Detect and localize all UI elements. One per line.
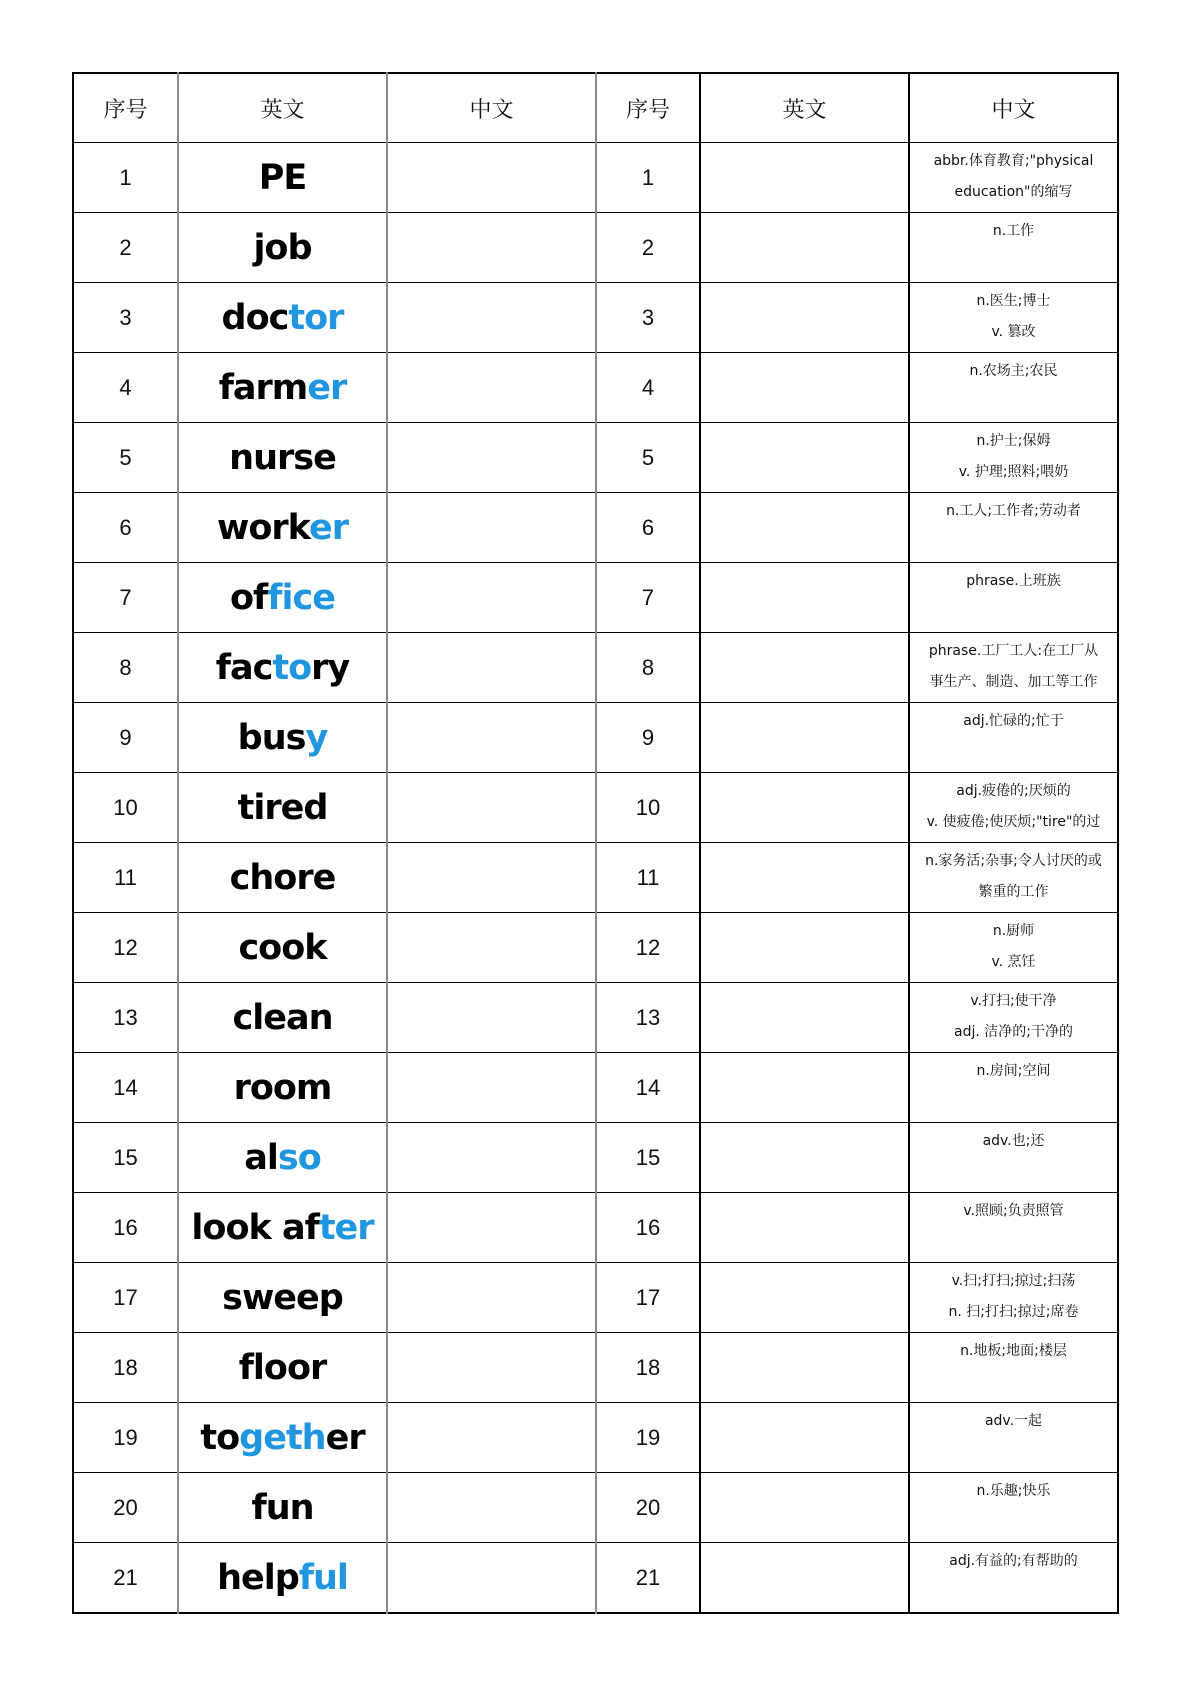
row-number-left: 17 (73, 1263, 178, 1333)
definition-line-1: n.乐趣;快乐 (976, 1483, 1051, 1499)
chinese-answer-blank[interactable] (387, 843, 596, 913)
word-highlight-segment: ful (298, 1557, 348, 1598)
english-word (178, 283, 387, 353)
english-word (178, 1403, 387, 1473)
word-highlight-segment: y (305, 717, 328, 758)
word-highlight-segment: er (308, 507, 348, 548)
word-segment: job (253, 227, 312, 268)
chinese-definition (909, 1123, 1118, 1193)
english-answer-blank[interactable] (700, 1193, 909, 1263)
table-row (73, 353, 1118, 423)
word-segment: chore (229, 857, 336, 898)
definition-line-1: v.扫;打扫;掠过;扫荡 (951, 1273, 1076, 1289)
word-segment: er (325, 1417, 365, 1458)
row-number-right: 19 (596, 1403, 700, 1473)
definition-line-1: v.打扫;使干净 (970, 993, 1057, 1009)
chinese-definition (909, 563, 1118, 633)
row-number-right: 5 (596, 423, 700, 493)
row-number-right: 16 (596, 1193, 700, 1263)
chinese-definition (909, 913, 1118, 983)
table-row (73, 1053, 1118, 1123)
word-segment: doc (221, 297, 289, 338)
definition-line-1: phrase.工厂工人:在工厂从 (928, 643, 1099, 659)
table-row (73, 1263, 1118, 1333)
definition-line-2: v. 篡改 (991, 324, 1036, 340)
word-segment: PE (258, 157, 307, 198)
row-number-right: 10 (596, 773, 700, 843)
chinese-answer-blank[interactable] (387, 423, 596, 493)
table-row (73, 843, 1118, 913)
english-answer-blank[interactable] (700, 1333, 909, 1403)
row-number-right: 13 (596, 983, 700, 1053)
row-number-left: 11 (73, 843, 178, 913)
row-number-right: 21 (596, 1543, 700, 1614)
word-segment: to (200, 1417, 240, 1458)
header-number-right: 序号 (596, 73, 700, 143)
row-number-right: 7 (596, 563, 700, 633)
chinese-definition (909, 213, 1118, 283)
chinese-definition (909, 143, 1118, 213)
row-number-left: 14 (73, 1053, 178, 1123)
word-segment: floor (238, 1347, 327, 1388)
table-row (73, 703, 1118, 773)
word-segment: work (217, 507, 309, 548)
word-segment: fun (251, 1487, 314, 1528)
definition-line-1: n.农场主;农民 (969, 363, 1058, 379)
definition-line-1: phrase.上班族 (966, 573, 1061, 589)
row-number-left: 12 (73, 913, 178, 983)
word-segment: clean (232, 997, 333, 1038)
chinese-answer-blank[interactable] (387, 913, 596, 983)
definition-line-2: adj. 洁净的;干净的 (954, 1024, 1073, 1040)
english-word (178, 843, 387, 913)
header-row (73, 73, 1118, 143)
word-segment: farm (218, 367, 308, 408)
word-segment: room (233, 1067, 332, 1108)
row-number-left: 15 (73, 1123, 178, 1193)
chinese-definition (909, 843, 1118, 913)
definition-line-1: n.地板;地面;楼层 (960, 1343, 1067, 1359)
english-word (178, 493, 387, 563)
english-word (178, 423, 387, 493)
row-number-left: 13 (73, 983, 178, 1053)
word-segment: sweep (222, 1277, 343, 1318)
chinese-definition (909, 1053, 1118, 1123)
english-answer-blank[interactable] (700, 913, 909, 983)
definition-line-2: n. 扫;打扫;掠过;席卷 (948, 1304, 1079, 1320)
header-chinese-right: 中文 (909, 73, 1118, 143)
definition-line-1: n.工作 (992, 223, 1035, 239)
word-highlight-segment: tor (288, 297, 344, 338)
english-answer-blank[interactable] (700, 143, 909, 213)
header-chinese-left: 中文 (387, 73, 596, 143)
definition-line-1: n.护士;保姆 (976, 433, 1051, 449)
english-answer-blank[interactable] (700, 983, 909, 1053)
chinese-answer-blank[interactable] (387, 213, 596, 283)
definition-line-1: abbr.体育教育;"physical (933, 153, 1094, 169)
word-segment: bus (237, 717, 306, 758)
row-number-left: 5 (73, 423, 178, 493)
definition-line-2: 事生产、制造、加工等工作 (929, 674, 1098, 690)
chinese-answer-blank[interactable] (387, 1053, 596, 1123)
english-word (178, 983, 387, 1053)
header-number-left: 序号 (73, 73, 178, 143)
row-number-right: 20 (596, 1473, 700, 1543)
word-segment: nurse (229, 437, 336, 478)
row-number-right: 8 (596, 633, 700, 703)
word-segment: look af (191, 1207, 319, 1248)
definition-line-1: v.照顾;负责照管 (963, 1203, 1064, 1219)
english-word (178, 1053, 387, 1123)
row-number-right: 11 (596, 843, 700, 913)
table-row (73, 563, 1118, 633)
english-answer-blank[interactable] (700, 773, 909, 843)
chinese-definition (909, 353, 1118, 423)
chinese-answer-blank[interactable] (387, 983, 596, 1053)
chinese-answer-blank[interactable] (387, 563, 596, 633)
chinese-answer-blank[interactable] (387, 283, 596, 353)
english-word (178, 703, 387, 773)
english-word (178, 773, 387, 843)
english-answer-blank[interactable] (700, 563, 909, 633)
chinese-definition (909, 1473, 1118, 1543)
row-number-left: 18 (73, 1333, 178, 1403)
definition-line-1: adv.一起 (984, 1413, 1043, 1429)
definition-line-1: n.工人;工作者;劳动者 (946, 503, 1081, 519)
definition-line-1: n.医生;博士 (976, 293, 1051, 309)
definition-line-1: n.家务活;杂事;令人讨厌的或 (925, 853, 1102, 869)
word-highlight-segment: so (277, 1137, 321, 1178)
table-row (73, 1193, 1118, 1263)
english-word (178, 213, 387, 283)
english-word (178, 1193, 387, 1263)
chinese-answer-blank[interactable] (387, 1403, 596, 1473)
row-number-right: 15 (596, 1123, 700, 1193)
english-answer-blank[interactable] (700, 493, 909, 563)
table-row (73, 633, 1118, 703)
chinese-definition (909, 1333, 1118, 1403)
chinese-answer-blank[interactable] (387, 493, 596, 563)
table-row (73, 1333, 1118, 1403)
table-row (73, 1403, 1118, 1473)
english-word (178, 563, 387, 633)
row-number-left: 7 (73, 563, 178, 633)
table-row (73, 143, 1118, 213)
table-row (73, 283, 1118, 353)
table-row (73, 1543, 1118, 1614)
row-number-left: 16 (73, 1193, 178, 1263)
chinese-answer-blank[interactable] (387, 353, 596, 423)
english-answer-blank[interactable] (700, 1473, 909, 1543)
english-answer-blank[interactable] (700, 843, 909, 913)
definition-line-1: adj.有益的;有帮助的 (949, 1553, 1078, 1569)
chinese-definition (909, 983, 1118, 1053)
chinese-answer-blank[interactable] (387, 633, 596, 703)
row-number-left: 9 (73, 703, 178, 773)
chinese-definition (909, 1193, 1118, 1263)
chinese-answer-blank[interactable] (387, 1333, 596, 1403)
english-answer-blank[interactable] (700, 1543, 909, 1614)
row-number-right: 4 (596, 353, 700, 423)
row-number-left: 19 (73, 1403, 178, 1473)
chinese-definition (909, 283, 1118, 353)
row-number-left: 20 (73, 1473, 178, 1543)
chinese-definition (909, 703, 1118, 773)
table-row (73, 773, 1118, 843)
chinese-definition (909, 773, 1118, 843)
row-number-right: 14 (596, 1053, 700, 1123)
english-word (178, 1543, 387, 1614)
english-answer-blank[interactable] (700, 633, 909, 703)
header-english-left: 英文 (178, 73, 387, 143)
word-segment: help (217, 1557, 299, 1598)
chinese-definition (909, 423, 1118, 493)
english-answer-blank[interactable] (700, 1123, 909, 1193)
row-number-left: 1 (73, 143, 178, 213)
english-answer-blank[interactable] (700, 213, 909, 283)
english-word (178, 913, 387, 983)
row-number-right: 9 (596, 703, 700, 773)
english-answer-blank[interactable] (700, 703, 909, 773)
definition-line-2: v. 烹饪 (991, 954, 1036, 970)
row-number-right: 12 (596, 913, 700, 983)
word-highlight-segment: er (307, 367, 347, 408)
chinese-answer-blank[interactable] (387, 1263, 596, 1333)
row-number-right: 17 (596, 1263, 700, 1333)
english-word (178, 1473, 387, 1543)
word-segment: cook (238, 927, 327, 968)
definition-line-1: n.厨师 (992, 923, 1035, 939)
row-number-left: 2 (73, 213, 178, 283)
word-segment: al (244, 1137, 278, 1178)
definition-line-2: v. 使疲倦;使厌烦;"tire"的过 (926, 814, 1101, 830)
chinese-answer-blank[interactable] (387, 703, 596, 773)
header-english-right: 英文 (700, 73, 909, 143)
english-answer-blank[interactable] (700, 1053, 909, 1123)
english-answer-blank[interactable] (700, 1403, 909, 1473)
word-segment: ry (311, 647, 350, 688)
chinese-definition (909, 1403, 1118, 1473)
chinese-definition (909, 633, 1118, 703)
table-row (73, 493, 1118, 563)
english-word (178, 353, 387, 423)
definition-line-1: adv.也;还 (982, 1133, 1045, 1149)
english-word (178, 633, 387, 703)
english-word (178, 1263, 387, 1333)
row-number-left: 21 (73, 1543, 178, 1614)
word-segment: fac (215, 647, 273, 688)
english-answer-blank[interactable] (700, 1263, 909, 1333)
row-number-right: 3 (596, 283, 700, 353)
word-highlight-segment: ter (318, 1207, 374, 1248)
english-answer-blank[interactable] (700, 353, 909, 423)
word-highlight-segment: fice (267, 577, 335, 618)
english-answer-blank[interactable] (700, 423, 909, 493)
row-number-left: 8 (73, 633, 178, 703)
word-highlight-segment: geth (239, 1417, 326, 1458)
english-word (178, 1333, 387, 1403)
chinese-answer-blank[interactable] (387, 1193, 596, 1263)
chinese-answer-blank[interactable] (387, 1543, 596, 1614)
chinese-definition (909, 493, 1118, 563)
row-number-right: 1 (596, 143, 700, 213)
definition-line-1: n.房间;空间 (976, 1063, 1051, 1079)
row-number-right: 18 (596, 1333, 700, 1403)
table-row (73, 213, 1118, 283)
english-answer-blank[interactable] (700, 283, 909, 353)
english-word (178, 143, 387, 213)
chinese-answer-blank[interactable] (387, 1473, 596, 1543)
row-number-left: 4 (73, 353, 178, 423)
table-row (73, 913, 1118, 983)
row-number-left: 6 (73, 493, 178, 563)
definition-line-2: 繁重的工作 (978, 884, 1049, 900)
word-segment: of (230, 577, 268, 618)
definition-line-1: adj.疲倦的;厌烦的 (956, 783, 1071, 799)
word-highlight-segment: to (272, 647, 312, 688)
chinese-answer-blank[interactable] (387, 773, 596, 843)
table-row (73, 983, 1118, 1053)
row-number-left: 3 (73, 283, 178, 353)
chinese-answer-blank[interactable] (387, 143, 596, 213)
table-row (73, 423, 1118, 493)
chinese-answer-blank[interactable] (387, 1123, 596, 1193)
definition-line-2: v. 护理;照料;喂奶 (958, 464, 1069, 480)
row-number-right: 6 (596, 493, 700, 563)
row-number-right: 2 (596, 213, 700, 283)
table-row (73, 1473, 1118, 1543)
table-row (73, 1123, 1118, 1193)
chinese-definition (909, 1263, 1118, 1333)
english-word (178, 1123, 387, 1193)
chinese-definition (909, 1543, 1118, 1614)
vocabulary-table (72, 72, 1119, 1614)
definition-line-2: education"的缩写 (954, 184, 1073, 200)
word-segment: tired (237, 787, 328, 828)
definition-line-1: adj.忙碌的;忙于 (963, 713, 1064, 729)
row-number-left: 10 (73, 773, 178, 843)
